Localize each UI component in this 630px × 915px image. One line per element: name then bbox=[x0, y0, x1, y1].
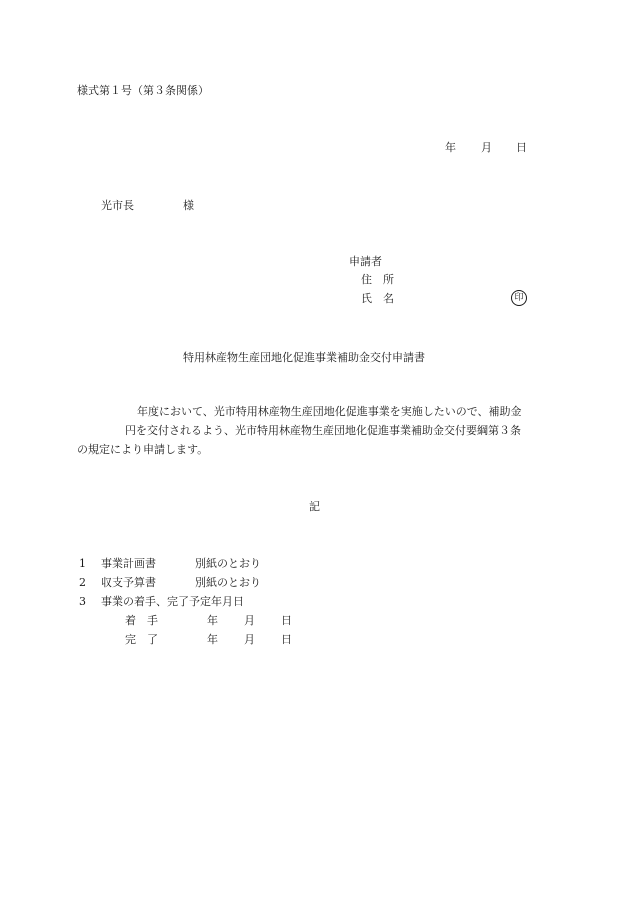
seal-mark: 印 bbox=[511, 290, 527, 306]
item-label: 収支予算書 bbox=[101, 576, 156, 589]
date-month: 月 bbox=[481, 141, 492, 154]
item-value: 別紙のとおり bbox=[195, 557, 261, 570]
ki-heading: 記 bbox=[309, 500, 320, 513]
schedule-year: 年 bbox=[207, 614, 218, 627]
schedule-day: 日 bbox=[281, 633, 292, 646]
item-number: 3 bbox=[79, 595, 86, 608]
schedule-label-start: 着 手 bbox=[125, 614, 158, 627]
form-number: 様式第１号（第３条関係） bbox=[77, 84, 209, 97]
date-day: 日 bbox=[516, 141, 527, 154]
addressee-honorific: 様 bbox=[183, 199, 194, 212]
body-line-1: 年度において、光市特用林産物生産団地化促進事業を実施したいので、補助金 bbox=[137, 405, 522, 418]
body-line-3: の規定により申請します。 bbox=[77, 443, 209, 456]
item-number: 1 bbox=[79, 557, 86, 570]
schedule-label-end: 完 了 bbox=[125, 633, 158, 646]
schedule-month: 月 bbox=[244, 633, 255, 646]
schedule-month: 月 bbox=[244, 614, 255, 627]
applicant-address-label: 住 所 bbox=[361, 273, 394, 286]
schedule-year: 年 bbox=[207, 633, 218, 646]
addressee-name: 光市長 bbox=[101, 199, 134, 212]
item-label: 事業の着手、完了予定年月日 bbox=[101, 595, 244, 608]
applicant-heading: 申請者 bbox=[349, 255, 382, 268]
date-year: 年 bbox=[445, 141, 456, 154]
item-number: 2 bbox=[79, 576, 86, 589]
document-title: 特用林産物生産団地化促進事業補助金交付申請書 bbox=[183, 351, 425, 364]
schedule-day: 日 bbox=[281, 614, 292, 627]
applicant-name-label: 氏 名 bbox=[361, 292, 394, 305]
item-label: 事業計画書 bbox=[101, 557, 156, 570]
body-line-2: 円を交付されるよう、光市特用林産物生産団地化促進事業補助金交付要綱第３条 bbox=[125, 424, 521, 437]
item-value: 別紙のとおり bbox=[195, 576, 261, 589]
